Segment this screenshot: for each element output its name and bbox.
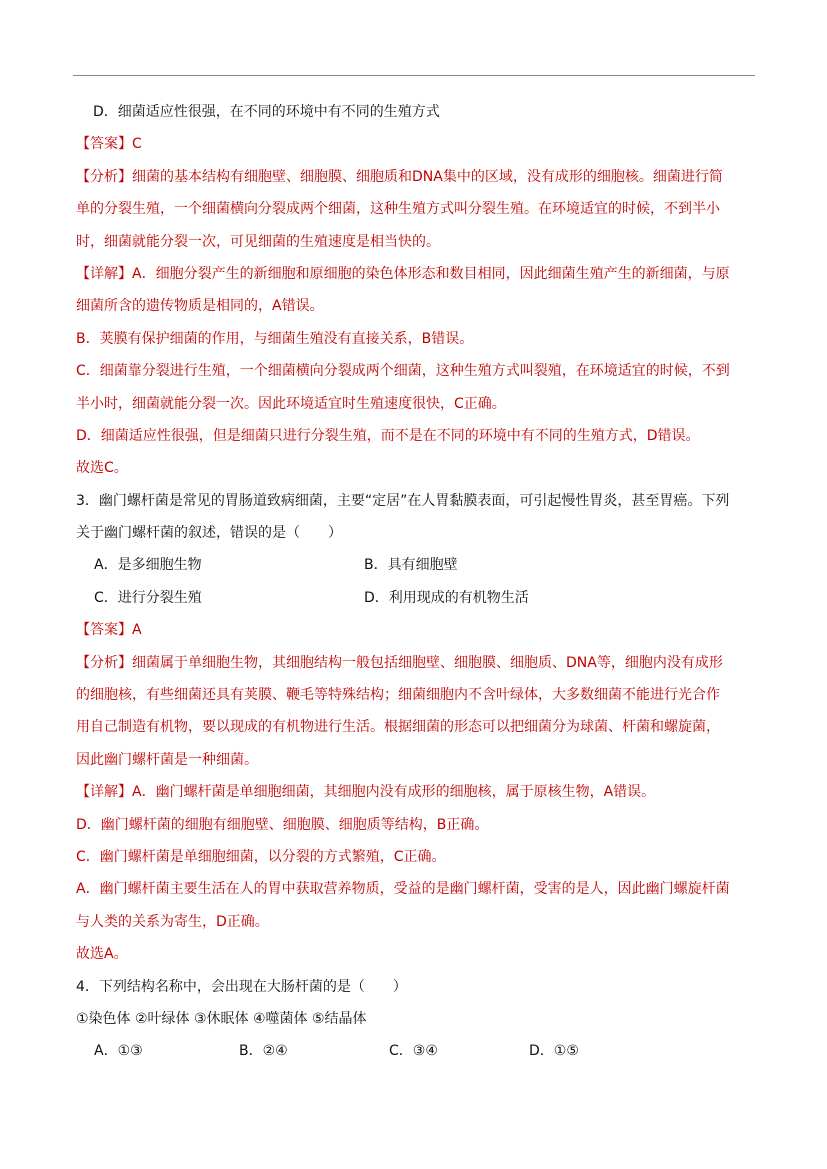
q4-option-c[interactable]: C．③④ bbox=[389, 1043, 438, 1060]
q3-option-d[interactable]: D．利用现成的有机物生活 bbox=[364, 589, 529, 606]
q2-option-d: D．细菌适应性很强，在不同的环境中有不同的生殖方式 bbox=[93, 104, 440, 120]
q4-option-d[interactable]: D．①⑤ bbox=[529, 1043, 579, 1060]
q4-option-b[interactable]: B．②④ bbox=[239, 1043, 288, 1060]
q3-answer: 【答案】A bbox=[76, 622, 142, 639]
q3-analysis-line: 【分析】细菌属于单细胞生物，其细胞结构一般包括细胞壁、细胞膜、细胞质、DNA等，细胞内没有成形 bbox=[76, 654, 723, 671]
q3-stem-line: 关于幽门螺杆菌的叙述，错误的是（ ） bbox=[76, 525, 342, 542]
q3-detail-line: C．幽门螺杆菌是单细胞细菌，以分裂的方式繁殖，C正确。 bbox=[76, 848, 446, 865]
q2-detail-line: 半小时，细菌就能分裂一次。因此环境适宜时生殖速度很快，C正确。 bbox=[76, 395, 506, 412]
q3-detail-line: 【详解】A．幽门螺杆菌是单细胞细菌，其细胞内没有成形的细胞核，属于原核生物，A错误。 bbox=[76, 784, 656, 801]
q3-options-row bbox=[76, 582, 754, 614]
q3-option-c[interactable]: C．进行分裂生殖 bbox=[94, 589, 202, 606]
q3-detail-line: 与人类的关系为寄生，D正确。 bbox=[76, 913, 269, 930]
q3-conclusion: 故选A。 bbox=[76, 946, 128, 963]
q2-detail-line: B．荚膜有保护细菌的作用，与细菌生殖没有直接关系，B错误。 bbox=[76, 330, 474, 347]
q3-analysis-line: 用自己制造有机物，要以现成的有机物进行生活。根据细菌的形态可以把细菌分为球菌、杆菌和螺旋菌， bbox=[76, 719, 720, 736]
q2-detail-line: C．细菌靠分裂进行生殖，一个细菌横向分裂成两个细菌，这种生殖方式叫裂殖，在环境适宜的时候，不到 bbox=[76, 363, 730, 380]
q3-stem-line: 3．幽门螺杆菌是常见的胃肠道致病细菌，主要“定居”在人胃黏膜表面，可引起慢性胃炎，甚至胃癌。下列 bbox=[76, 492, 730, 509]
q3-option-b[interactable]: B．具有细胞壁 bbox=[364, 557, 458, 574]
document-body bbox=[76, 96, 754, 1068]
q2-analysis-line: 时，细菌就能分裂一次，可见细菌的生殖速度是相当快的。 bbox=[76, 233, 440, 250]
q3-analysis-line: 的细胞核，有些细菌还具有荚膜、鞭毛等特殊结构；细菌细胞内不含叶绿体，大多数细菌不能进行光合作 bbox=[76, 687, 720, 704]
q3-detail-line: D．幽门螺杆菌的细胞有细胞壁、细胞膜、细胞质等结构，B正确。 bbox=[76, 816, 489, 833]
q2-analysis-line: 【分析】细菌的基本结构有细胞壁、细胞膜、细胞质和DNA集中的区域，没有成形的细胞核。细菌进行简 bbox=[76, 168, 723, 185]
q3-options-row bbox=[76, 549, 754, 581]
q2-analysis-line: 单的分裂生殖，一个细菌横向分裂成两个细菌，这种生殖方式叫分裂生殖。在环境适宜的时候，不到半小 bbox=[76, 201, 720, 218]
q2-detail-line: 细菌所含的遗传物质是相同的，A错误。 bbox=[76, 298, 324, 315]
q2-conclusion: 故选C。 bbox=[76, 460, 128, 477]
q2-answer: 【答案】C bbox=[76, 136, 142, 153]
q2-detail-line: 【详解】A．细胞分裂产生的新细胞和原细胞的染色体形态和数目相同，因此细菌生殖产生的新细菌，与原 bbox=[76, 265, 730, 282]
q2-detail-line: D．细菌适应性很强，但是细菌只进行分裂生殖，而不是在不同的环境中有不同的生殖方式，D错误。 bbox=[76, 427, 700, 444]
q3-analysis-line: 因此幽门螺杆菌是一种细菌。 bbox=[76, 751, 258, 768]
q3-option-a[interactable]: A．是多细胞生物 bbox=[94, 557, 202, 574]
q4-options-row bbox=[76, 1035, 754, 1067]
header-rule bbox=[73, 75, 755, 76]
q4-stem: 4．下列结构名称中，会出现在大肠杆菌的是（ ） bbox=[76, 978, 407, 995]
q4-items: ①染色体 ②叶绿体 ③休眠体 ④噬菌体 ⑤结晶体 bbox=[76, 1010, 367, 1027]
q3-detail-line: A．幽门螺杆菌主要生活在人的胃中获取营养物质，受益的是幽门螺杆菌，受害的是人，因此幽门螺旋杆菌 bbox=[76, 881, 730, 898]
q4-option-a[interactable]: A．①③ bbox=[94, 1043, 143, 1060]
